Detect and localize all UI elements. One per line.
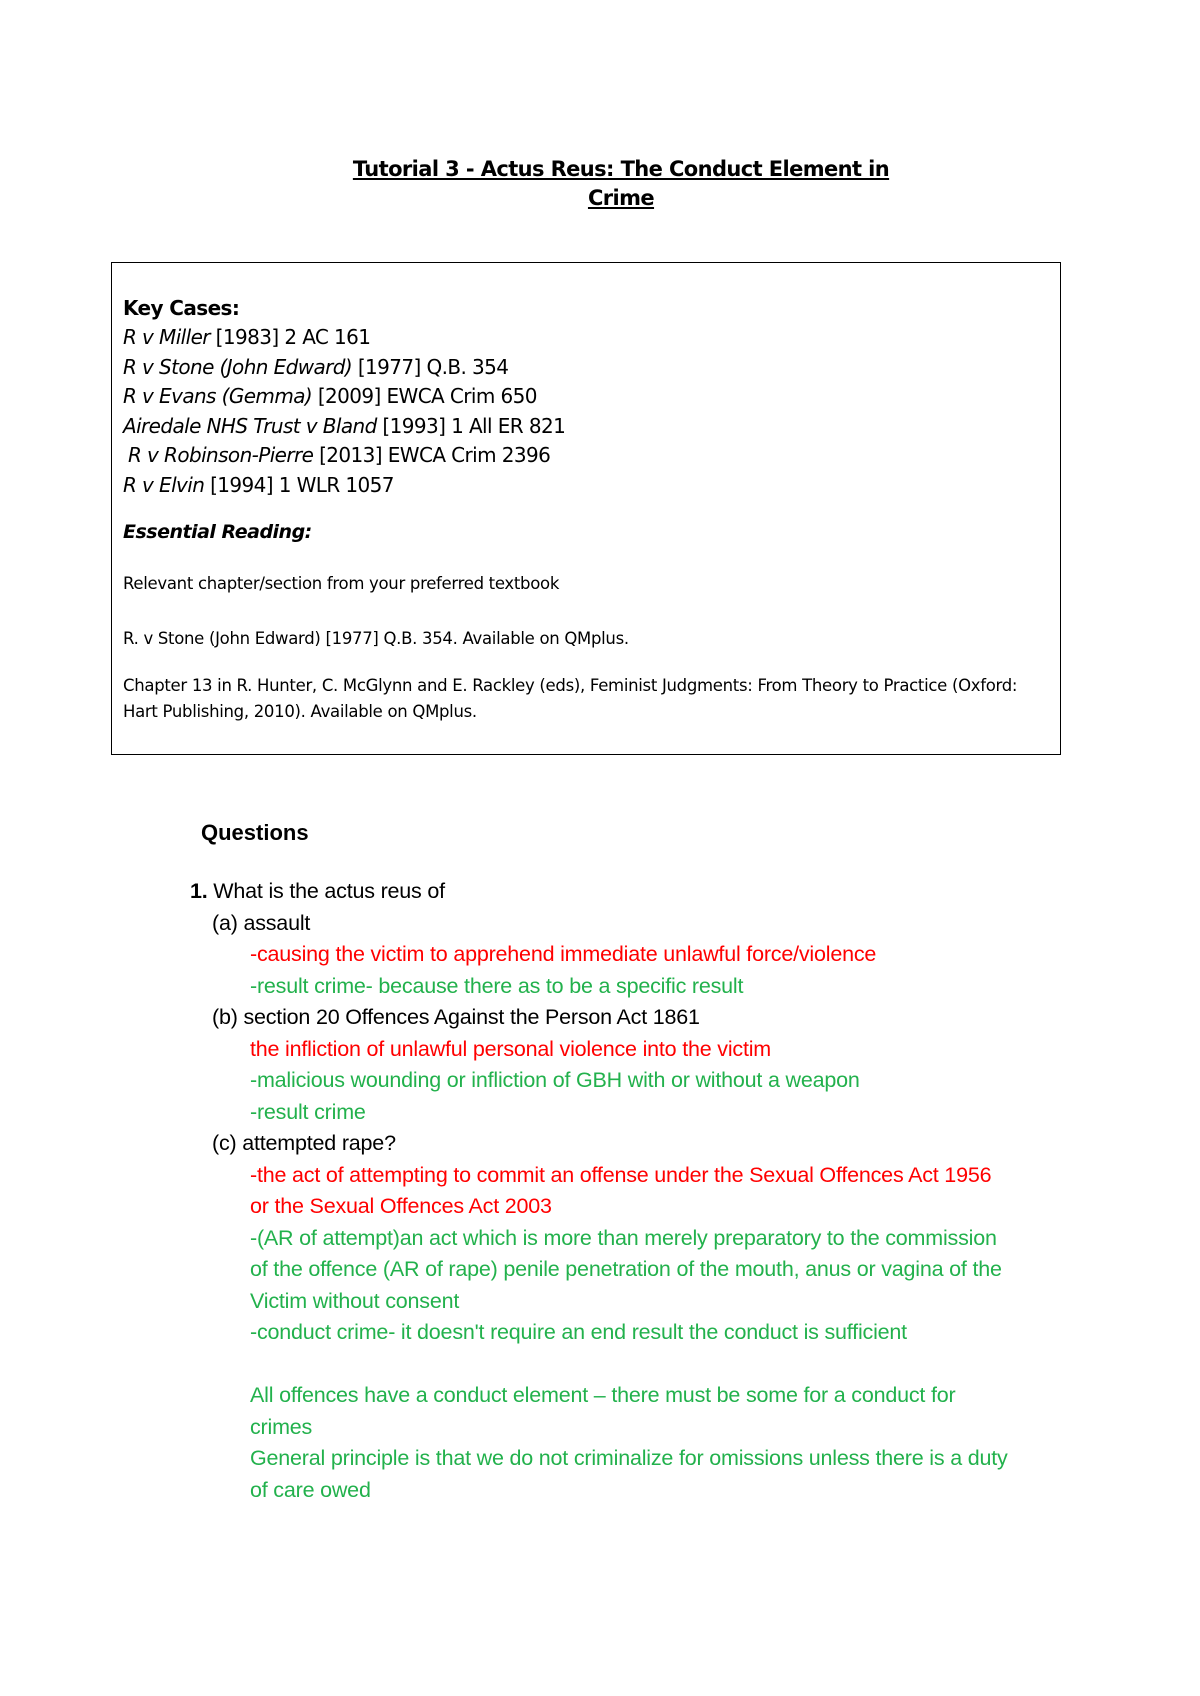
case-citation: [1983] 2 AC 161: [209, 325, 371, 349]
note-line: General principle is that we do not criminalize for omissions unless there is a duty of care owed: [250, 1446, 1008, 1502]
question-1-stem: [190, 876, 1010, 908]
key-cases-heading: Key Cases:: [123, 296, 240, 320]
sub-question-c: (c) attempted rape?: [212, 1131, 396, 1155]
question-1: [190, 876, 1010, 1506]
case-item: [123, 471, 1050, 501]
reading-item: Chapter 13 in R. Hunter, C. McGlynn and E. Rackley (eds), Feminist Judgments: From Theory to Practice (Oxford: Hart Publishing, 2010). Available on QMplus.: [123, 675, 1018, 721]
questions-heading: Questions: [201, 820, 309, 845]
case-item: [123, 412, 1050, 442]
answer-line: -result crime- because there as to be a specific result: [250, 973, 744, 998]
case-item: [123, 382, 1050, 412]
case-citation: [1994] 1 WLR 1057: [204, 472, 394, 497]
answer-line: -malicious wounding or infliction of GBH with or without a weapon: [250, 1068, 860, 1092]
case-citation: [1977] Q.B. 354: [352, 354, 509, 379]
case-citation: [2013] EWCA Crim 2396: [313, 443, 551, 468]
case-name: Airedale NHS Trust v Bland: [123, 413, 377, 438]
essential-reading-heading: Essential Reading:: [123, 520, 312, 543]
spacer: [190, 1349, 1010, 1381]
page-title: [0, 155, 1200, 213]
reading-box-content: [123, 293, 1050, 725]
case-name: R v Robinson-Pierre: [128, 443, 314, 468]
sub-question-a: (a) assault: [212, 910, 311, 935]
title-line-2: Crime: [587, 186, 655, 210]
reading-box: [111, 262, 1061, 755]
answer-line: -(AR of attempt)an act which is more than merely preparatory to the commission of the offence (AR of rape) penile penetration of the mouth, anus or vagina of the Victim without consent: [250, 1225, 1002, 1313]
reading-item: R. v Stone (John Edward) [1977] Q.B. 354. Available on QMplus.: [123, 628, 629, 648]
case-citation: [1993] 1 All ER 821: [376, 413, 566, 438]
reading-item: Relevant chapter/section from your preferred textbook: [123, 573, 560, 593]
question-text: What is the actus reus of: [207, 879, 445, 903]
case-item: [123, 323, 1050, 353]
case-name: R v Elvin: [123, 472, 205, 497]
answer-line: -causing the victim to apprehend immediate unlawful force/violence: [250, 942, 877, 966]
answer-line: -result crime: [250, 1099, 366, 1124]
case-name: R v Miller: [123, 325, 210, 349]
note-line: All offences have a conduct element – there must be some for a conduct for crimes: [250, 1383, 956, 1439]
answer-line: the infliction of unlawful personal violence into the victim: [250, 1036, 772, 1061]
answer-line: -conduct crime- it doesn't require an end result the conduct is sufficient: [250, 1320, 907, 1344]
case-item: [123, 353, 1050, 383]
sub-question-b: (b) section 20 Offences Against the Person Act 1861: [212, 1005, 700, 1029]
answer-line: -the act of attempting to commit an offense under the Sexual Offences Act 1956 or the Sexual Offences Act 2003: [250, 1162, 992, 1218]
case-item: [123, 441, 1050, 471]
title-line-1: Tutorial 3 - Actus Reus: The Conduct Element in: [352, 157, 890, 181]
case-name: R v Stone (John Edward): [123, 354, 353, 379]
case-name: R v Evans (Gemma): [123, 384, 313, 409]
case-citation: [2009] EWCA Crim 650: [312, 384, 537, 409]
question-number: 1.: [190, 879, 208, 903]
